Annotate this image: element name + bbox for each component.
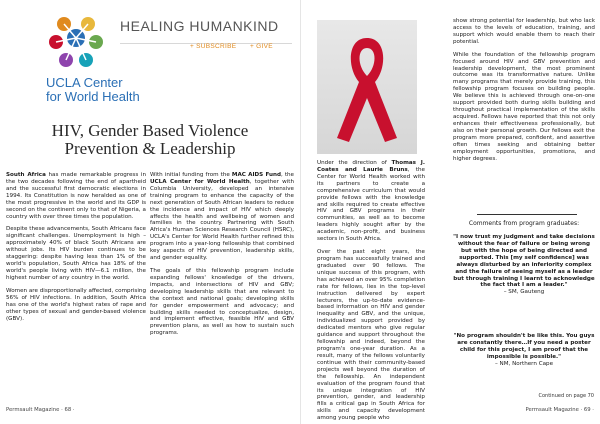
right-column-1 [317,160,425,424]
comments-heading: Comments from program graduates: [468,220,580,227]
left-column-1 [6,172,146,328]
red-ribbon-image [317,20,417,154]
article-title: HIV, Gender Based Violence Prevention & Leadership [51,121,249,158]
paragraph: With initial funding from the MAC AIDS Fund, the UCLA Center for World Health, together with Columbia University, developed an intensive training program to enhance the capacity of the next generation of South African leaders to reduce the incidence and impact of HIV which deeply affects the health and wellbeing of women and families in the country. Partnering with South Africa's Human Sciences Research Council (HSRC), UCLA's Center for World Health further refined this program into a year-long fellowship that combined key aspects of HIV prevention, leadership skills, and gender equality. [150,172,294,262]
paragraph: Despite these advancements, South Africans face significant challenges. Unemployment is high – approximately 40% of black South Africans are without jobs. Its HIV burden continues to be staggering: despite having less than 1% of the world's population, South Africa has 18% of the world's people living with HIV—6.1 million, the highest number of any country in the world. [6,226,146,281]
folio-left: Permsault Magazine · 68 · [6,407,75,413]
paragraph: Women are disproportionally affected, comprising 56% of HIV infections. In addition, South Africa has one of the world's highest rates of rape and other types of sexual and gender-based violence (GBV). [6,287,146,322]
ucla-emblem-icon [44,10,108,74]
plus-icon: + [190,43,195,50]
subscribe-link[interactable]: + SUBSCRIBE [190,43,237,50]
right-column-2 [453,18,595,168]
plus-icon: + [250,43,255,50]
paragraph: Under the direction of Thomas J. Coates and Laurie Bruns, the Center for World Health worked with its partners to create a comprehensive curriculum that would provide fellows with the knowledge and skills required to create effective HIV and GBV programs in their communities, as well as to become leaders highly sought after by the academic, non-profit, and business sectors in South Africa. [317,160,425,243]
right-page [300,0,600,424]
left-column-2 [150,172,294,343]
paragraph: Over the past eight years, the program has successfully trained and graduated over 90 fellows. The unique success of this program, with has achieved an over 95% completion rate for fellows, lies in the top-level instruction delivered by expert lecturers, the up-to-date evidence-based information on HIV and gender inequality and GBV, and the unique, individualized support provided by dedicated mentors who give regular guidance and support throughout the fellowship and indeed, beyond the program's one-year duration. As a result, many of the fellows voluntarily continue with their community-based projects well beyond the duration of the fellowship. An independent evaluation of the program found that its unique integration of HIV prevention, gender, and leadership fills a critical gap in South Africa for skills and capacity development among young people who [317,249,425,422]
ucla-center-name: UCLA Center for World Health [46,75,140,104]
red-ribbon-icon [317,20,417,154]
paragraph: show strong potential for leadership, but who lack access to the levels of education, training, and support which would enable them to reach their potential. [453,18,595,45]
folio-right: Permsault Magazine · 69 · [525,407,594,413]
section-divider [477,214,577,215]
graduate-quote: "No program shouldn't be like this. You guys are constantly there…If you need a poster child for this project, I am proof that the impossible is possible." – NM, Northern Cape [453,333,595,367]
continued-note: Continued on page 70 [538,393,594,399]
give-link[interactable]: + GIVE [250,43,273,50]
paragraph: While the foundation of the fellowship program focused around HIV and GBV prevention and leadership development, the most prominent outcome was its transformative nature. Unlike many programs that merely provide training, this fellowship program focuses on building people. We believe this is achieved through one-on-one support provided both during skills building and throughout practical implementation of the skills acquired. Fellows have reported that this not only enhances their effectiveness professionally, but also on their personal growth. Our fellows exit the program more prepared, confident, and assertive often times seeking and obtaining better employment opportunities, promotions, and higher degrees. [453,51,595,162]
graduate-quote: "I now trust my judgment and take decisions without the fear of failure or being wrong but with the hope of being directed and supported. This [my self confidence] was always disturbed by an inferiority complex and the failure of seeing myself as a leader but through training I learnt to acknowledge the fact that I am a leader." – SM, Gauteng [453,234,595,296]
paragraph: The goals of this fellowship program include expanding fellows' knowledge of the drivers, impacts, and intersections of HIV and GBV; developing leadership skills that are relevant to the context and national goals; developing skills for gender empowerment and advocacy; and building skills needed to conceptualize, design, and implement effective, feasible HIV and GBV prevention plans, as well as how to sustain such programs. [150,267,294,337]
paragraph: South Africa has made remarkable progress in the two decades following the end of apartheid and the successful first democratic elections in 1994. Its Constitution is now heralded as one of the most progressive in the world and its GDP is second on the continent only to that of Nigeria, a country with over three times the population. [6,172,146,220]
healing-humankind-title: HEALING HUMANKIND [120,18,279,34]
